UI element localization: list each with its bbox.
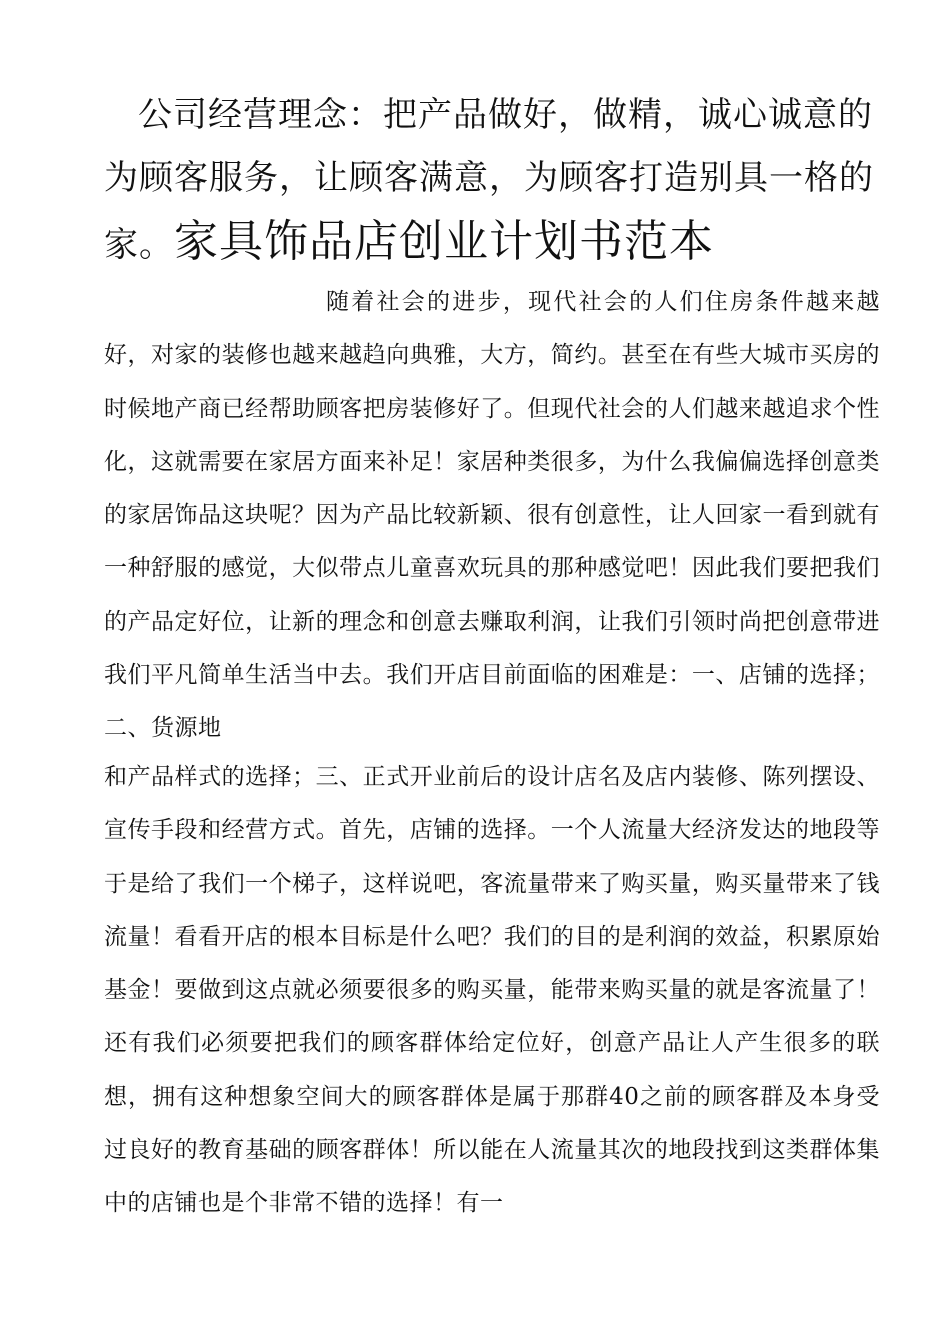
body-paragraph-1: 随着社会的进步，现代社会的人们住房条件越来越好，对家的装修也越来越趋向典雅，大方，简约。甚至在有些大城市买房的时候地产商已经帮助顾客把房装修好了。但现代社会的人们越来越追求个性化，这就需要在家居方面来补足！家居种类很多，为什么我偏偏选择创意类的家居饰品这块呢？因为产品比较新颖、很有创意性，让人回家一看到就有一种舒服的感觉，大似带点儿童喜欢玩具的那种感觉吧！因此我们要把我们的产品定好位，让新的理念和创意去赚取利润，让我们引领时尚把创意带进我们平凡简单生活当中去。我们开店目前面临的困难是：一、店铺的选择；二、货源地 bbox=[104, 289, 880, 742]
intro-paragraph bbox=[104, 84, 894, 277]
document-title: 家具饰品店创业计划书范本 bbox=[174, 216, 714, 267]
business-philosophy-text: 公司经营理念：把产品做好，做精，诚心诚意的为顾客服务，让顾客满意，为顾客打造别具一格的家。 bbox=[104, 95, 874, 265]
body-paragraph-2: 和产品样式的选择；三、正式开业前后的设计店名及店内装修、陈列摆设、宣传手段和经营方式。首先，店铺的选择。一个人流量大经济发达的地段等于是给了我们一个梯子，这样说吧，客流量带来了购买量，购买量带来了钱流量！看看开店的根本目标是什么吧？我们的目的是利润的效益，积累原始基金！要做到这点就必须要很多的购买量，能带来购买量的就是客流量了！还有我们必须要把我们的顾客群体给定位好，创意产品让人产生很多的联想，拥有这种想象空间大的顾客群体是属于那群40之前的顾客群及本身受过良好的教育基础的顾客群体！所以能在人流量其次的地段找到这类群体集中的店铺也是个非常不错的选择！有一 bbox=[104, 764, 880, 1217]
